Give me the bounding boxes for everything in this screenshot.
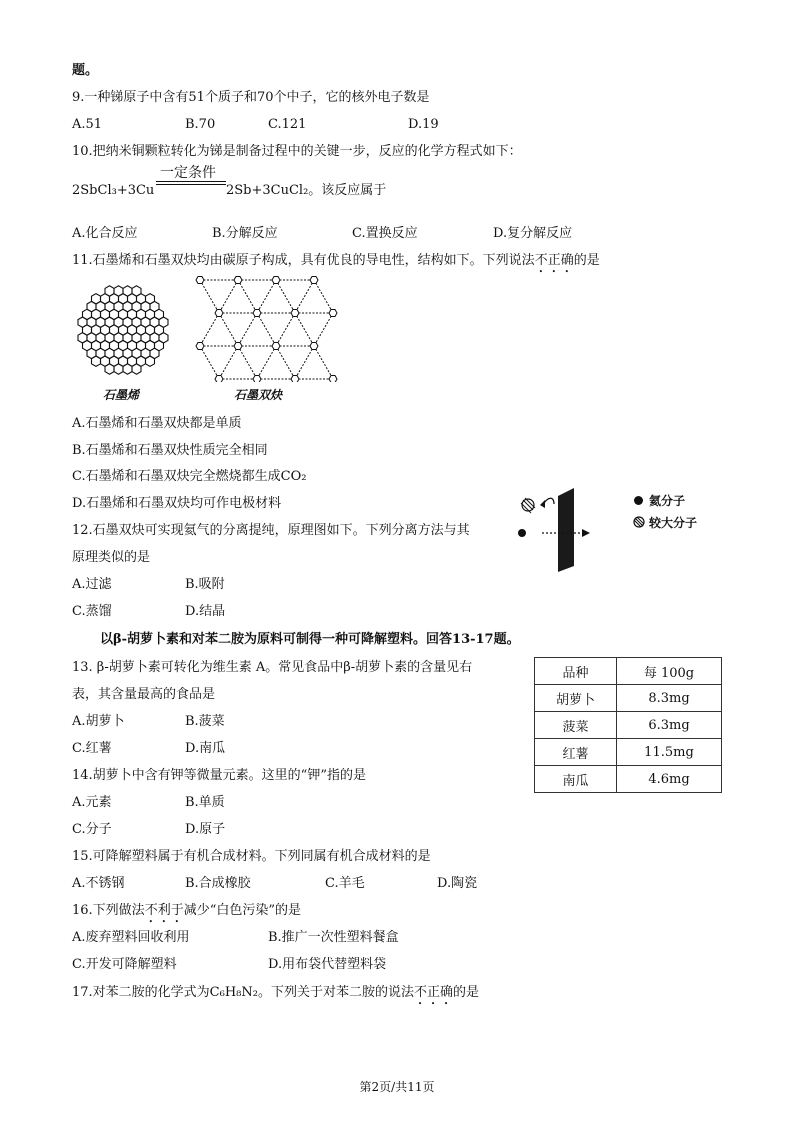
- q9-stem: 9.一种锑原子中含有51个质子和70个中子，它的核外电子数是: [72, 90, 430, 105]
- q17-stem-emphasis: 不正确: [413, 985, 453, 1000]
- separation-diagram: [514, 486, 594, 572]
- table-row: [535, 739, 722, 766]
- table-header-cell: 品种: [535, 658, 617, 685]
- q17-stem-before: 17.对苯二胺的化学式为C₆H₈N₂。下列关于对苯二胺的说法: [72, 985, 414, 1000]
- q13-option-c: C.红薯: [72, 741, 112, 756]
- q14-option-d: D.原子: [185, 822, 226, 837]
- q14-option-b: B.单质: [185, 795, 225, 810]
- q11-option-a: A.石墨烯和石墨双炔都是单质: [72, 416, 242, 431]
- q9-option-c: C.121: [268, 117, 307, 132]
- helium-legend-label: 氦分子: [649, 494, 686, 508]
- large-molecule-legend-icon: [633, 516, 645, 528]
- q14-stem: 14.胡萝卜中含有钾等微量元素。这里的“钾”指的是: [72, 768, 366, 783]
- q12-option-c: C.蒸馏: [72, 604, 112, 619]
- q11-stem: [72, 253, 600, 276]
- q13-stem-line1: 13. β-胡萝卜素可转化为维生素 A。常见食品中β-胡萝卜素的含量见右: [72, 660, 473, 675]
- table-row: [535, 685, 722, 712]
- q16-option-b: B.推广一次性塑料餐盒: [268, 930, 399, 945]
- q13-stem-line2: 表，其含量最高的食品是: [72, 687, 216, 702]
- page-footer: 第2页/共11页: [359, 1080, 435, 1094]
- q11-stem-emphasis: 不正确: [534, 253, 574, 268]
- q16-stem: [72, 903, 301, 926]
- intro-tail: 题。: [72, 63, 99, 78]
- table-header-row: [535, 658, 722, 685]
- helium-molecule-icon: [518, 529, 526, 537]
- q15-option-c: C.羊毛: [325, 876, 365, 891]
- table-cell: 红薯: [535, 739, 617, 766]
- q11-option-b: B.石墨烯和石墨双炔性质完全相同: [72, 443, 268, 458]
- q11-stem-before: 11.石墨烯和石墨双炔均由碳原子构成，具有优良的导电性，结构如下。下列说法: [72, 253, 535, 268]
- table-cell: 6.3mg: [616, 712, 721, 739]
- table-cell: 胡萝卜: [535, 685, 617, 712]
- q16-stem-emphasis: 不利于: [144, 903, 184, 918]
- large-molecule-legend-label: 较大分子: [649, 516, 698, 530]
- q11-option-d: D.石墨烯和石墨双炔均可作电极材料: [72, 496, 282, 511]
- q16-option-d: D.用布袋代替塑料袋: [268, 957, 387, 972]
- q12-option-a: A.过滤: [72, 577, 112, 592]
- q10-option-c: C.置换反应: [352, 226, 418, 241]
- q12-option-b: B.吸附: [185, 577, 225, 592]
- q16-option-a: A.废弃塑料回收利用: [72, 930, 190, 945]
- graphene-label: 石墨烯: [103, 388, 140, 402]
- table-row: [535, 766, 722, 793]
- table-cell: 南瓜: [535, 766, 617, 793]
- q15-stem: 15.可降解塑料属于有机合成材料。下列同属有机合成材料的是: [72, 849, 431, 864]
- q13-option-b: B.菠菜: [185, 714, 225, 729]
- q9-option-d: D.19: [408, 117, 439, 132]
- graphene-figure: [68, 280, 178, 380]
- section-header: 以β-胡萝卜素和对苯二胺为原料可制得一种可降解塑料。回答13-17题。: [100, 632, 520, 647]
- q17-stem: [72, 985, 479, 1008]
- beta-carotene-table: [534, 657, 722, 793]
- table-cell: 11.5mg: [616, 739, 721, 766]
- helium-legend-icon: [634, 496, 643, 505]
- q17-stem-after: 的是: [452, 985, 479, 1000]
- q10-option-d: D.复分解反应: [493, 226, 573, 241]
- q10-condition: 一定条件: [160, 165, 216, 181]
- q12-stem-line2: 原理类似的是: [72, 550, 151, 565]
- q10-equals-sign: [156, 181, 226, 185]
- table-cell: 8.3mg: [616, 685, 721, 712]
- q15-option-a: A.不锈钢: [72, 876, 125, 891]
- table-cell: 4.6mg: [616, 766, 721, 793]
- q10-option-b: B.分解反应: [212, 226, 278, 241]
- q14-option-a: A.元素: [72, 795, 112, 810]
- q13-option-d: D.南瓜: [185, 741, 226, 756]
- graphdiyne-label: 石墨双炔: [234, 388, 283, 402]
- q16-stem-after: 减少“白色污染”的是: [183, 903, 301, 918]
- table-header-cell: 每 100g: [616, 658, 721, 685]
- q12-option-d: D.结晶: [185, 604, 226, 619]
- q9-option-b: B.70: [185, 117, 216, 132]
- q10-eq-left: 2SbCl₃+3Cu: [72, 183, 155, 198]
- q10-option-a: A.化合反应: [72, 226, 138, 241]
- graphdiyne-figure: [186, 276, 338, 382]
- q10-eq-right: 2Sb+3CuCl₂。该反应属于: [226, 183, 387, 198]
- q9-option-a: A.51: [72, 117, 103, 132]
- table-row: [535, 712, 722, 739]
- q16-stem-before: 16.下列做法: [72, 903, 145, 918]
- q14-option-c: C.分子: [72, 822, 112, 837]
- q12-stem-line1: 12.石墨双炔可实现氦气的分离提纯，原理图如下。下列分离方法与其: [72, 523, 470, 538]
- q16-option-c: C.开发可降解塑料: [72, 957, 177, 972]
- q13-option-a: A.胡萝卜: [72, 714, 125, 729]
- q15-option-d: D.陶瓷: [437, 876, 478, 891]
- q15-option-b: B.合成橡胶: [185, 876, 251, 891]
- table-cell: 菠菜: [535, 712, 617, 739]
- q11-stem-after: 的是: [573, 253, 600, 268]
- q11-option-c: C.石墨烯和石墨双炔完全燃烧都生成CO₂: [72, 469, 307, 484]
- q10-stem: 10.把纳米铜颗粒转化为锑是制备过程中的关键一步，反应的化学方程式如下：: [72, 144, 522, 159]
